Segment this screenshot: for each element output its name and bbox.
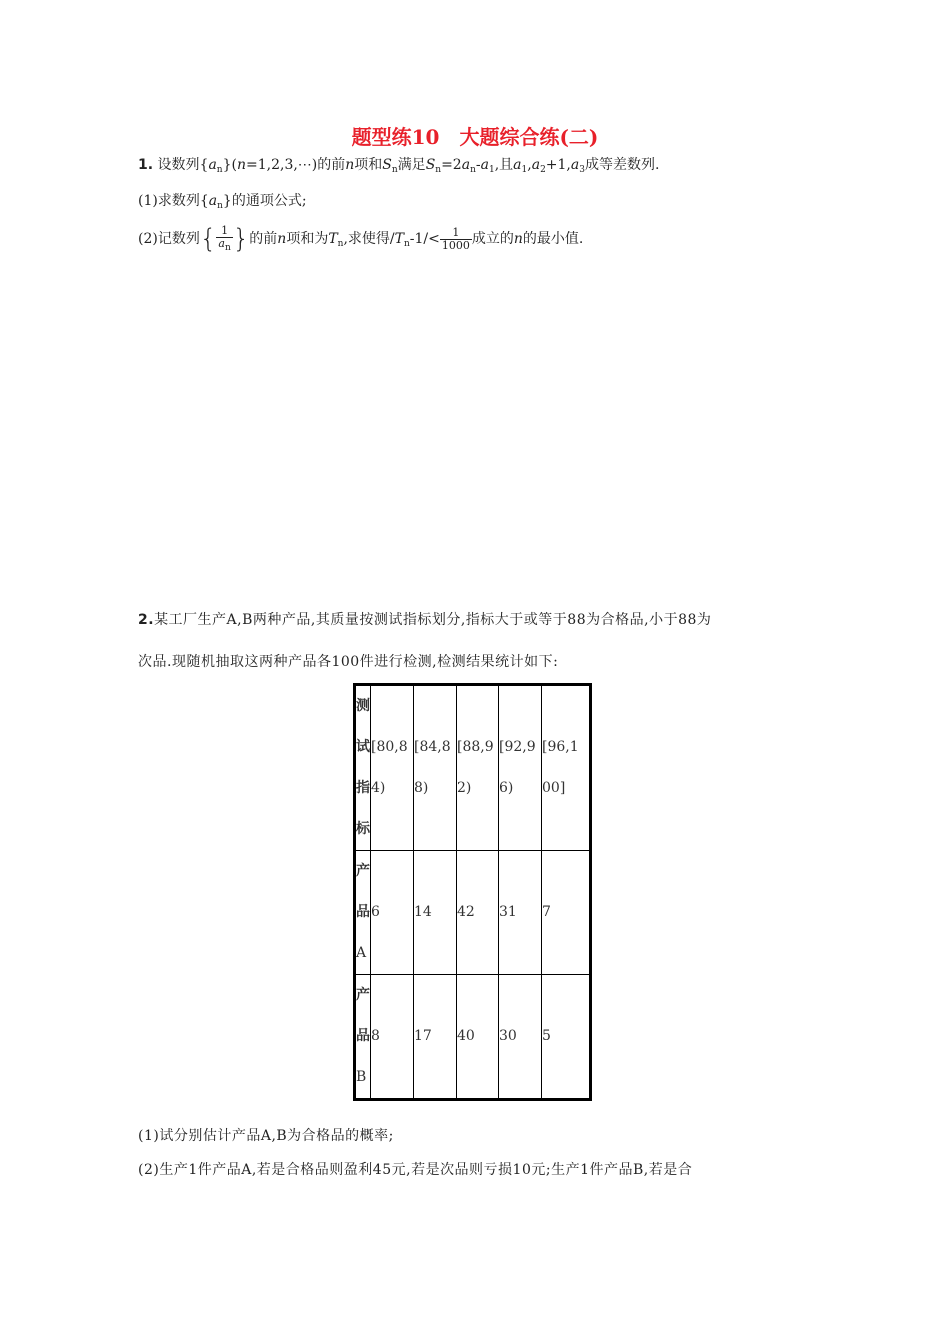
q2-text: 某工厂生产A,B两种产品,其质量按测试指标划分,指标大于或等于88为合格品,小于88为	[154, 612, 712, 628]
cell-line	[414, 809, 456, 850]
cell-char: B	[356, 1069, 367, 1085]
table-cell: 8	[371, 975, 414, 1100]
var: S	[382, 157, 392, 173]
var: a	[480, 157, 489, 173]
cell-char: 产	[356, 863, 370, 879]
fraction-1-over-an	[216, 225, 232, 254]
table-row-product-a	[355, 851, 591, 975]
sub: 1	[521, 165, 528, 175]
range-cell	[499, 685, 542, 851]
cell-char: 试	[356, 739, 370, 755]
cell-line	[542, 809, 589, 850]
row-label-cell	[355, 851, 371, 975]
var: S	[425, 157, 436, 173]
sub: 2	[540, 165, 546, 175]
sub: n	[470, 165, 476, 175]
row-label-cell	[355, 975, 371, 1100]
var: a	[208, 157, 217, 173]
q2-stem-line2	[138, 651, 558, 671]
table-cell: 14	[414, 851, 457, 975]
cell-line: 8)	[414, 780, 429, 796]
cell-line: [92,9	[499, 739, 536, 755]
var: n	[513, 231, 523, 247]
frac-numerator: 1	[440, 227, 472, 240]
cell-line: [88,9	[457, 739, 494, 755]
cell-char: 测	[356, 698, 370, 714]
var: n	[345, 157, 355, 173]
var: a	[570, 157, 580, 173]
header-label-cell	[355, 685, 371, 851]
sub: 3	[579, 165, 585, 175]
cell-line	[457, 809, 498, 850]
table-cell: 30	[499, 975, 542, 1100]
data-table	[353, 683, 592, 1101]
q1-text: 满足	[397, 157, 426, 173]
q2-part1	[138, 1125, 394, 1145]
sub: n	[224, 242, 231, 253]
q1-text: -1/<	[409, 231, 440, 247]
table-cell: 6	[371, 851, 414, 975]
cell-char: 标	[356, 821, 370, 837]
table-cell: 40	[457, 975, 499, 1100]
var: T	[394, 231, 404, 247]
q2-number: 2.	[138, 612, 155, 628]
var: n	[236, 157, 246, 173]
range-cell	[414, 685, 457, 851]
table-cell: 17	[414, 975, 457, 1100]
cell-line: [84,8	[414, 739, 451, 755]
range-cell	[371, 685, 414, 851]
frac-numerator: 1	[216, 225, 232, 238]
sub: n	[435, 165, 442, 175]
cell-line: 6)	[499, 780, 514, 796]
q1-text: 成等差数列.	[584, 157, 660, 173]
cell-line: 2)	[457, 780, 472, 796]
fraction-1-over-1000	[440, 227, 472, 252]
frac-denominator	[216, 238, 232, 254]
q1-text: 的前	[249, 231, 278, 247]
q2-text: (1)试分别估计产品A,B为合格品的概率;	[138, 1128, 394, 1144]
sub: n	[403, 239, 410, 249]
table-cell: 42	[457, 851, 499, 975]
q1-text: ,	[527, 157, 532, 173]
q2-text: 次品.现随机抽取这两种产品各100件进行检测,检测结果统计如下:	[138, 654, 559, 670]
table-row-header	[355, 685, 591, 851]
cell-char: 品	[356, 1028, 370, 1044]
q1-text: 项和为	[286, 231, 329, 247]
q1-stem	[138, 154, 659, 175]
q1-text: -	[475, 157, 481, 173]
range-cell	[457, 685, 499, 851]
q1-text: 成立的	[471, 231, 514, 247]
sub: n	[216, 165, 223, 175]
q1-text: ,求使得/	[343, 231, 395, 247]
page-title: 题型练10 大题综合练(二)	[351, 125, 599, 149]
cell-line	[457, 686, 498, 727]
right-brace-icon: }	[232, 224, 250, 254]
cell-char: 品	[356, 904, 370, 920]
q2-part2	[138, 1159, 692, 1179]
var: a	[461, 157, 471, 173]
q2-text: (2)生产1件产品A,若是合格品则盈利45元,若是次品则亏损10元;生产1件产品B,若是合	[138, 1162, 693, 1178]
q1-text: +1,	[545, 157, 571, 173]
cell-line	[542, 686, 589, 727]
var: a	[218, 236, 225, 250]
sub: n	[391, 165, 398, 175]
sub: 1	[488, 165, 495, 175]
q1-part1	[138, 190, 307, 211]
q1-text: 项和	[354, 157, 383, 173]
sub: n	[217, 201, 223, 211]
cell-line: [96,1	[542, 739, 579, 755]
q1-text: ,且	[494, 157, 514, 173]
cell-line	[414, 686, 456, 727]
left-brace-icon: {	[199, 224, 217, 254]
q1-text: (2)记数列	[138, 231, 200, 247]
table-cell: 7	[542, 851, 591, 975]
cell-line	[371, 809, 413, 850]
var: n	[277, 231, 287, 247]
frac-denominator: 1000	[441, 238, 470, 252]
q1-text: =2	[441, 157, 462, 173]
cell-char: 指	[356, 780, 370, 796]
table-row-product-b	[355, 975, 591, 1100]
q1-text: (1)求数列{	[138, 193, 209, 209]
cell-line: [80,8	[371, 739, 408, 755]
q2-stem-line1	[138, 609, 711, 629]
q1-text: 设数列{	[157, 157, 209, 173]
q1-number: 1.	[138, 157, 154, 173]
range-cell	[542, 685, 591, 851]
sub: n	[337, 239, 344, 249]
q1-text: }(	[222, 157, 237, 173]
q1-part2	[138, 224, 583, 254]
table-cell: 5	[542, 975, 591, 1100]
cell-line: 4)	[371, 780, 386, 796]
q1-text: 的最小值.	[522, 231, 584, 247]
var: a	[208, 193, 218, 209]
cell-line	[371, 686, 413, 727]
var: T	[328, 231, 338, 247]
var: a	[531, 157, 541, 173]
table-cell: 31	[499, 851, 542, 975]
q1-text: =1,2,3,⋯)的前	[246, 157, 346, 173]
q1-text: }的通项公式;	[222, 193, 307, 209]
cell-line	[499, 809, 541, 850]
cell-char: A	[356, 945, 367, 961]
cell-line	[499, 686, 541, 727]
var: a	[513, 157, 522, 173]
cell-line: 00]	[542, 780, 566, 796]
cell-char: 产	[356, 987, 370, 1003]
